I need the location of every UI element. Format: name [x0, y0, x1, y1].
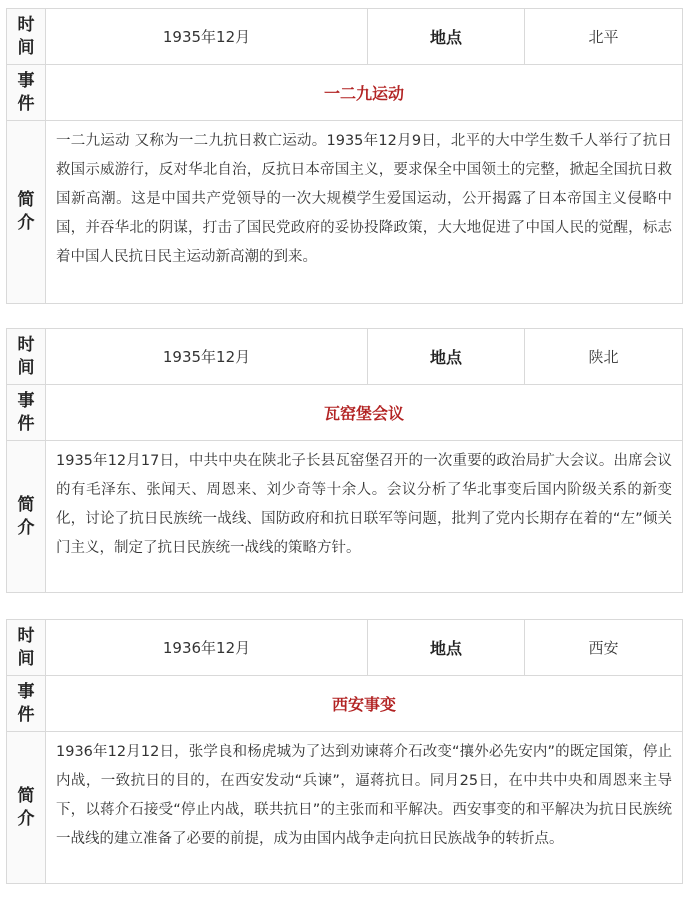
intro-label: 简 介	[7, 732, 46, 884]
intro-label: 简 介	[7, 121, 46, 304]
event-label: 事 件	[7, 385, 46, 441]
event-place: 西安	[525, 620, 683, 676]
place-label: 地点	[368, 620, 525, 676]
event-label: 事 件	[7, 676, 46, 732]
event-label: 事 件	[7, 65, 46, 121]
event-card	[6, 328, 683, 593]
event-name: 瓦窑堡会议	[46, 385, 683, 441]
event-intro: 一二九运动 又称为一二九抗日救亡运动。1935年12月9日，北平的大中学生数千人举行了抗日救国示威游行，反对华北自治，反抗日本帝国主义，要求保全中国领土的完整，掀起全国抗日救国新高潮。这是中国共产党领导的一次大规模学生爱国运动，公开揭露了日本帝国主义侵略中国，并吞华北的阴谋，打击了国民党政府的妥协投降政策，大大地促进了中国人民的觉醒，标志着中国人民抗日民主运动新高潮的到来。	[46, 121, 683, 304]
event-name: 西安事变	[46, 676, 683, 732]
time-label: 时 间	[7, 9, 46, 65]
event-name: 一二九运动	[46, 65, 683, 121]
event-time: 1935年12月	[46, 9, 368, 65]
event-intro: 1936年12月12日，张学良和杨虎城为了达到劝谏蒋介石改变“攘外必先安内”的既定国策，停止内战，一致抗日的目的，在西安发动“兵谏”，逼蒋抗日。同月25日，在中共中央和周恩来主导下，以蒋介石接受“停止内战，联共抗日”的主张而和平解决。西安事变的和平解决为抗日民族统一战线的建立准备了必要的前提，成为由国内战争走向抗日民族战争的转折点。	[46, 732, 683, 884]
intro-label: 简 介	[7, 441, 46, 593]
place-label: 地点	[368, 329, 525, 385]
event-time: 1936年12月	[46, 620, 368, 676]
time-label: 时 间	[7, 329, 46, 385]
event-intro: 1935年12月17日，中共中央在陕北子长县瓦窑堡召开的一次重要的政治局扩大会议。出席会议的有毛泽东、张闻天、周恩来、刘少奇等十余人。会议分析了华北事变后国内阶级关系的新变化，讨论了抗日民族统一战线、国防政府和抗日联军等问题，批判了党内长期存在着的“左”倾关门主义，制定了抗日民族统一战线的策略方针。	[46, 441, 683, 593]
event-place: 北平	[525, 9, 683, 65]
event-card	[6, 619, 683, 884]
event-place: 陕北	[525, 329, 683, 385]
event-card	[6, 8, 683, 304]
event-time: 1935年12月	[46, 329, 368, 385]
place-label: 地点	[368, 9, 525, 65]
time-label: 时 间	[7, 620, 46, 676]
